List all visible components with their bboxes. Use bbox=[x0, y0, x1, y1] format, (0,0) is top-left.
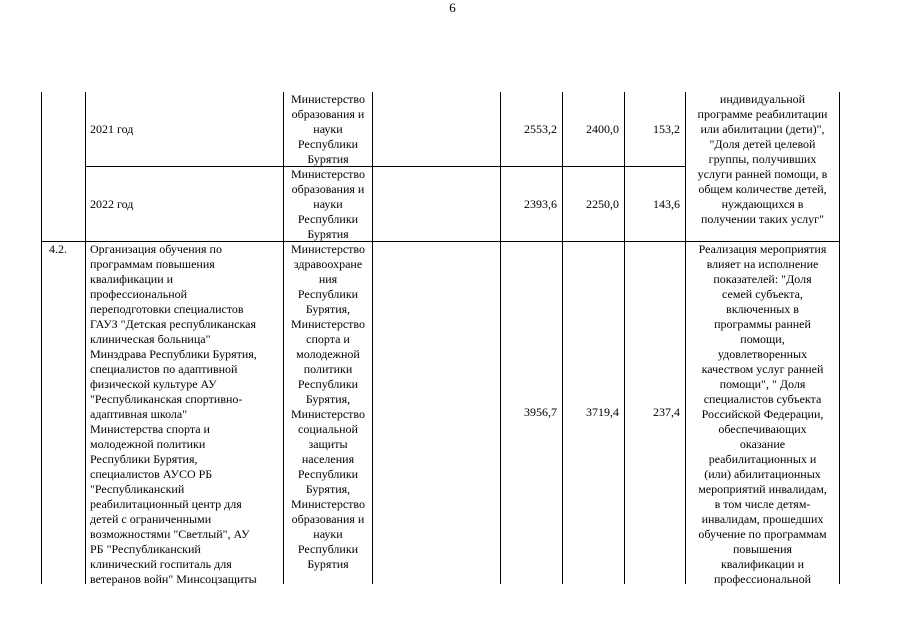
row-value-total bbox=[500, 167, 557, 241]
row-executor: Министерство образования и науки Республики Бурятия bbox=[291, 92, 365, 166]
row-value-regional: 237,4 bbox=[653, 405, 680, 419]
table-border-left bbox=[41, 92, 42, 584]
row-value-federal: 3719,4 bbox=[586, 405, 619, 419]
row-value-regional bbox=[624, 92, 680, 166]
row-value-regional-text: 143,6 bbox=[653, 196, 680, 211]
indicator-text: индивидуальной программе реабилитации или абилитации (дети)", "Доля детей целевой группы, получивших услуги ранней помощи, в общем количестве детей, нуждающихся в получении таких услуг" bbox=[697, 92, 828, 226]
row-value-regional bbox=[624, 167, 680, 241]
row-value-federal bbox=[562, 167, 619, 241]
row-name: Организация обучения по программам повышения квалификации и профессиональной переподготовки специалистов ГАУЗ "Детская республиканская клиническая больница" Минздрава Республики Бурятия, специалистов по адаптивной физической культуре АУ "Республиканская спортивно- адаптивная школа" Министерства спорта и молодежной политики Республики Бурятия, специалистов АУСО РБ "Республиканский реабилитационный центр для детей с ограниченными возможностями "Светлый", АУ РБ "Республиканский клинический госпиталь для ветеранов войн" Минсоцзащиты bbox=[90, 242, 257, 586]
row-executor: Министерство образования и науки Республики Бурятия bbox=[291, 167, 365, 241]
row-value-federal-text: 2400,0 bbox=[586, 121, 619, 136]
row-value-total-text: 2553,2 bbox=[524, 121, 557, 136]
page-number: 6 bbox=[449, 0, 456, 15]
row-value-total: 3956,7 bbox=[524, 405, 557, 419]
row-indicator: Реализация мероприятия влияет на исполнение показателей: "Доля семей субъекта, включенных в программы ранней помощи, удовлетворенных качеством услуг ранней помощи", " Доля специалистов субъекта Российской Федерации, обеспечивающих оказание реабилитационных и (или) абилитационных мероприятий инвалидам, в том числе детям- инвалидам, прошедших обучение по программам повышения квалификации и профессиональной bbox=[698, 242, 827, 586]
row-value-total bbox=[500, 92, 557, 166]
table-border-right bbox=[839, 92, 840, 584]
row-number: 4.2. bbox=[49, 242, 67, 256]
row-value-total-text: 2393,6 bbox=[524, 196, 557, 211]
row-executor: Министерство здравоохране ния Республики Бурятия, Министерство спорта и молодежной политики Республики Бурятия, Министерство социальной защиты населения Республики Бурятия, Министерство образования и науки Республики Бурятия bbox=[291, 242, 365, 571]
row-name: 2022 год bbox=[90, 197, 134, 211]
row-name: 2021 год bbox=[90, 122, 134, 136]
row-value-federal-text: 2250,0 bbox=[586, 196, 619, 211]
row-value-regional-text: 153,2 bbox=[653, 121, 680, 136]
row-value-federal bbox=[562, 92, 619, 166]
